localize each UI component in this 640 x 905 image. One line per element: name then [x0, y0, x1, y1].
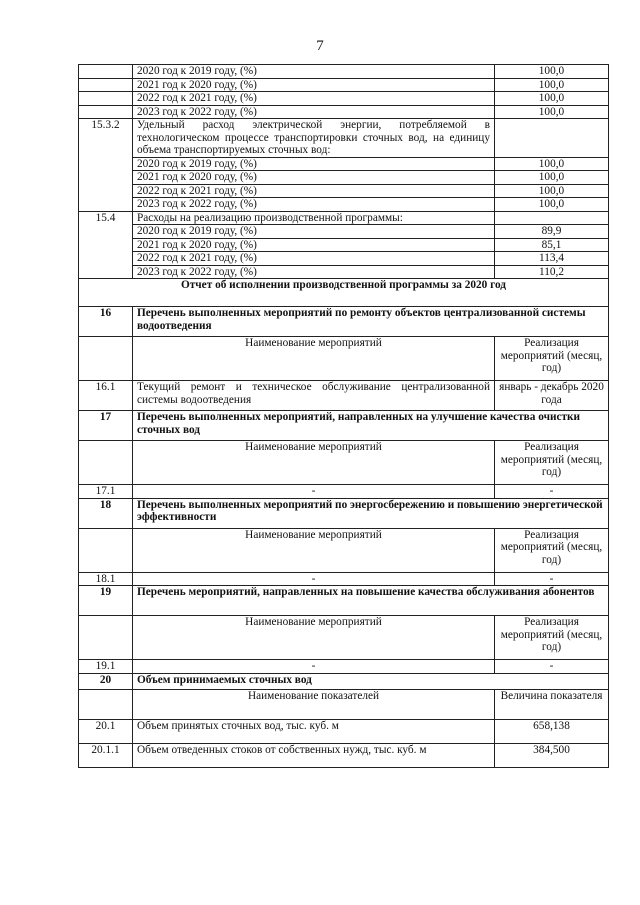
- column-header-row: [79, 337, 609, 381]
- item-value: [495, 211, 609, 225]
- table-row: [79, 743, 609, 767]
- empty-cell: [79, 441, 133, 485]
- column-header-value: Реализация мероприятий (месяц, год): [495, 528, 609, 572]
- row-name: 2023 год к 2022 году, (%): [133, 105, 495, 119]
- row-value: 89,9: [495, 225, 609, 239]
- table-row: [79, 211, 609, 225]
- row-name: -: [133, 660, 495, 674]
- row-value: 100,0: [495, 198, 609, 212]
- row-value: 100,0: [495, 65, 609, 79]
- row-name: 2020 год к 2019 году, (%): [133, 65, 495, 79]
- row-value: 100,0: [495, 78, 609, 92]
- row-name: -: [133, 572, 495, 586]
- section-number: 19: [79, 586, 133, 616]
- column-header-value: Реализация мероприятий (месяц, год): [495, 616, 609, 660]
- report-title: Отчет об исполнении производственной программы за 2020 год: [79, 279, 609, 307]
- row-number: [79, 78, 133, 92]
- section-number: 16: [79, 307, 133, 337]
- section-title: Перечень выполненных мероприятий, направленных на улучшение качества очистки сточных вод: [133, 411, 609, 441]
- column-header-row: [79, 616, 609, 660]
- empty-cell: [79, 528, 133, 572]
- row-number: [79, 92, 133, 106]
- table-row: [79, 171, 609, 185]
- table-row: [79, 105, 609, 119]
- column-header-name: Наименование мероприятий: [133, 337, 495, 381]
- section-header: [79, 411, 609, 441]
- item-value: [495, 119, 609, 158]
- row-name: 2020 год к 2019 году, (%): [133, 157, 495, 171]
- table-row: [79, 660, 609, 674]
- row-name: 2023 год к 2022 году, (%): [133, 265, 495, 279]
- row-number: 20.1.1: [79, 743, 133, 767]
- table-row: [79, 485, 609, 499]
- section-header: [79, 498, 609, 528]
- section-title: Перечень мероприятий, направленных на повышение качества обслуживания абонентов: [133, 586, 609, 616]
- section-header: [79, 673, 609, 689]
- table-row: [79, 572, 609, 586]
- table-row: [79, 119, 609, 158]
- table-row: [79, 78, 609, 92]
- item-number: 15.4: [79, 211, 133, 279]
- table-row: [79, 92, 609, 106]
- row-value: 100,0: [495, 184, 609, 198]
- page-number: 7: [316, 38, 324, 54]
- row-name: Текущий ремонт и техническое обслуживание централизованной системы водоотведения: [133, 381, 495, 411]
- column-header-value: Реализация мероприятий (месяц, год): [495, 337, 609, 381]
- table-row: [79, 381, 609, 411]
- section-header: [79, 307, 609, 337]
- table-row: [79, 157, 609, 171]
- row-value: 100,0: [495, 157, 609, 171]
- row-name: 2021 год к 2020 году, (%): [133, 171, 495, 185]
- row-number: [79, 65, 133, 79]
- row-number: [79, 105, 133, 119]
- column-header-row: [79, 441, 609, 485]
- column-header-name: Наименование мероприятий: [133, 616, 495, 660]
- column-header-name: Наименование мероприятий: [133, 441, 495, 485]
- row-value: 658,138: [495, 719, 609, 743]
- column-header-row: [79, 528, 609, 572]
- row-value: 100,0: [495, 92, 609, 106]
- section-title: Перечень выполненных мероприятий по энергосбережению и повышению энергетической эффективности: [133, 498, 609, 528]
- table-row: [79, 184, 609, 198]
- section-number: 20: [79, 673, 133, 689]
- row-name: 2022 год к 2021 году, (%): [133, 184, 495, 198]
- table-row: [79, 225, 609, 239]
- row-name: Объем отведенных стоков от собственных нужд, тыс. куб. м: [133, 743, 495, 767]
- table-row: [79, 65, 609, 79]
- row-name: 2022 год к 2021 году, (%): [133, 252, 495, 266]
- row-value: 100,0: [495, 105, 609, 119]
- row-name: 2022 год к 2021 году, (%): [133, 92, 495, 106]
- table-row: [79, 265, 609, 279]
- item-name: Удельный расход электрической энергии, потребляемой в технологическом процессе транспортировки сточных вод, на единицу объема транспортируемых сточных вод:: [133, 119, 495, 158]
- row-value: январь - декабрь 2020 года: [495, 381, 609, 411]
- item-name: Расходы на реализацию производственной программы:: [133, 211, 495, 225]
- row-name: 2023 год к 2022 году, (%): [133, 198, 495, 212]
- row-name: 2021 год к 2020 году, (%): [133, 78, 495, 92]
- table-row: [79, 238, 609, 252]
- section-number: 17: [79, 411, 133, 441]
- empty-cell: [79, 689, 133, 719]
- row-value: 85,1: [495, 238, 609, 252]
- column-header-name: Наименование мероприятий: [133, 528, 495, 572]
- row-number: 16.1: [79, 381, 133, 411]
- table-row: [79, 198, 609, 212]
- document-table: [78, 64, 609, 768]
- row-value: -: [495, 572, 609, 586]
- item-number: 15.3.2: [79, 119, 133, 212]
- report-title-row: [79, 279, 609, 307]
- row-number: 20.1: [79, 719, 133, 743]
- section-title: Перечень выполненных мероприятий по ремонту объектов централизованной системы водоотведения: [133, 307, 609, 337]
- table-row: [79, 252, 609, 266]
- section-number: 18: [79, 498, 133, 528]
- column-header-name: Наименование показателей: [133, 689, 495, 719]
- section-title: Объем принимаемых сточных вод: [133, 673, 609, 689]
- row-number: 18.1: [79, 572, 133, 586]
- column-header-value: Реализация мероприятий (месяц, год): [495, 441, 609, 485]
- row-value: 110,2: [495, 265, 609, 279]
- column-header-row: [79, 689, 609, 719]
- empty-cell: [79, 616, 133, 660]
- column-header-value: Величина показателя: [495, 689, 609, 719]
- row-number: 19.1: [79, 660, 133, 674]
- row-value: 113,4: [495, 252, 609, 266]
- row-value: -: [495, 660, 609, 674]
- row-value: -: [495, 485, 609, 499]
- row-number: 17.1: [79, 485, 133, 499]
- row-name: 2021 год к 2020 году, (%): [133, 238, 495, 252]
- section-header: [79, 586, 609, 616]
- row-name: 2020 год к 2019 году, (%): [133, 225, 495, 239]
- row-name: -: [133, 485, 495, 499]
- table-row: [79, 719, 609, 743]
- row-value: 100,0: [495, 171, 609, 185]
- row-name: Объем принятых сточных вод, тыс. куб. м: [133, 719, 495, 743]
- row-value: 384,500: [495, 743, 609, 767]
- empty-cell: [79, 337, 133, 381]
